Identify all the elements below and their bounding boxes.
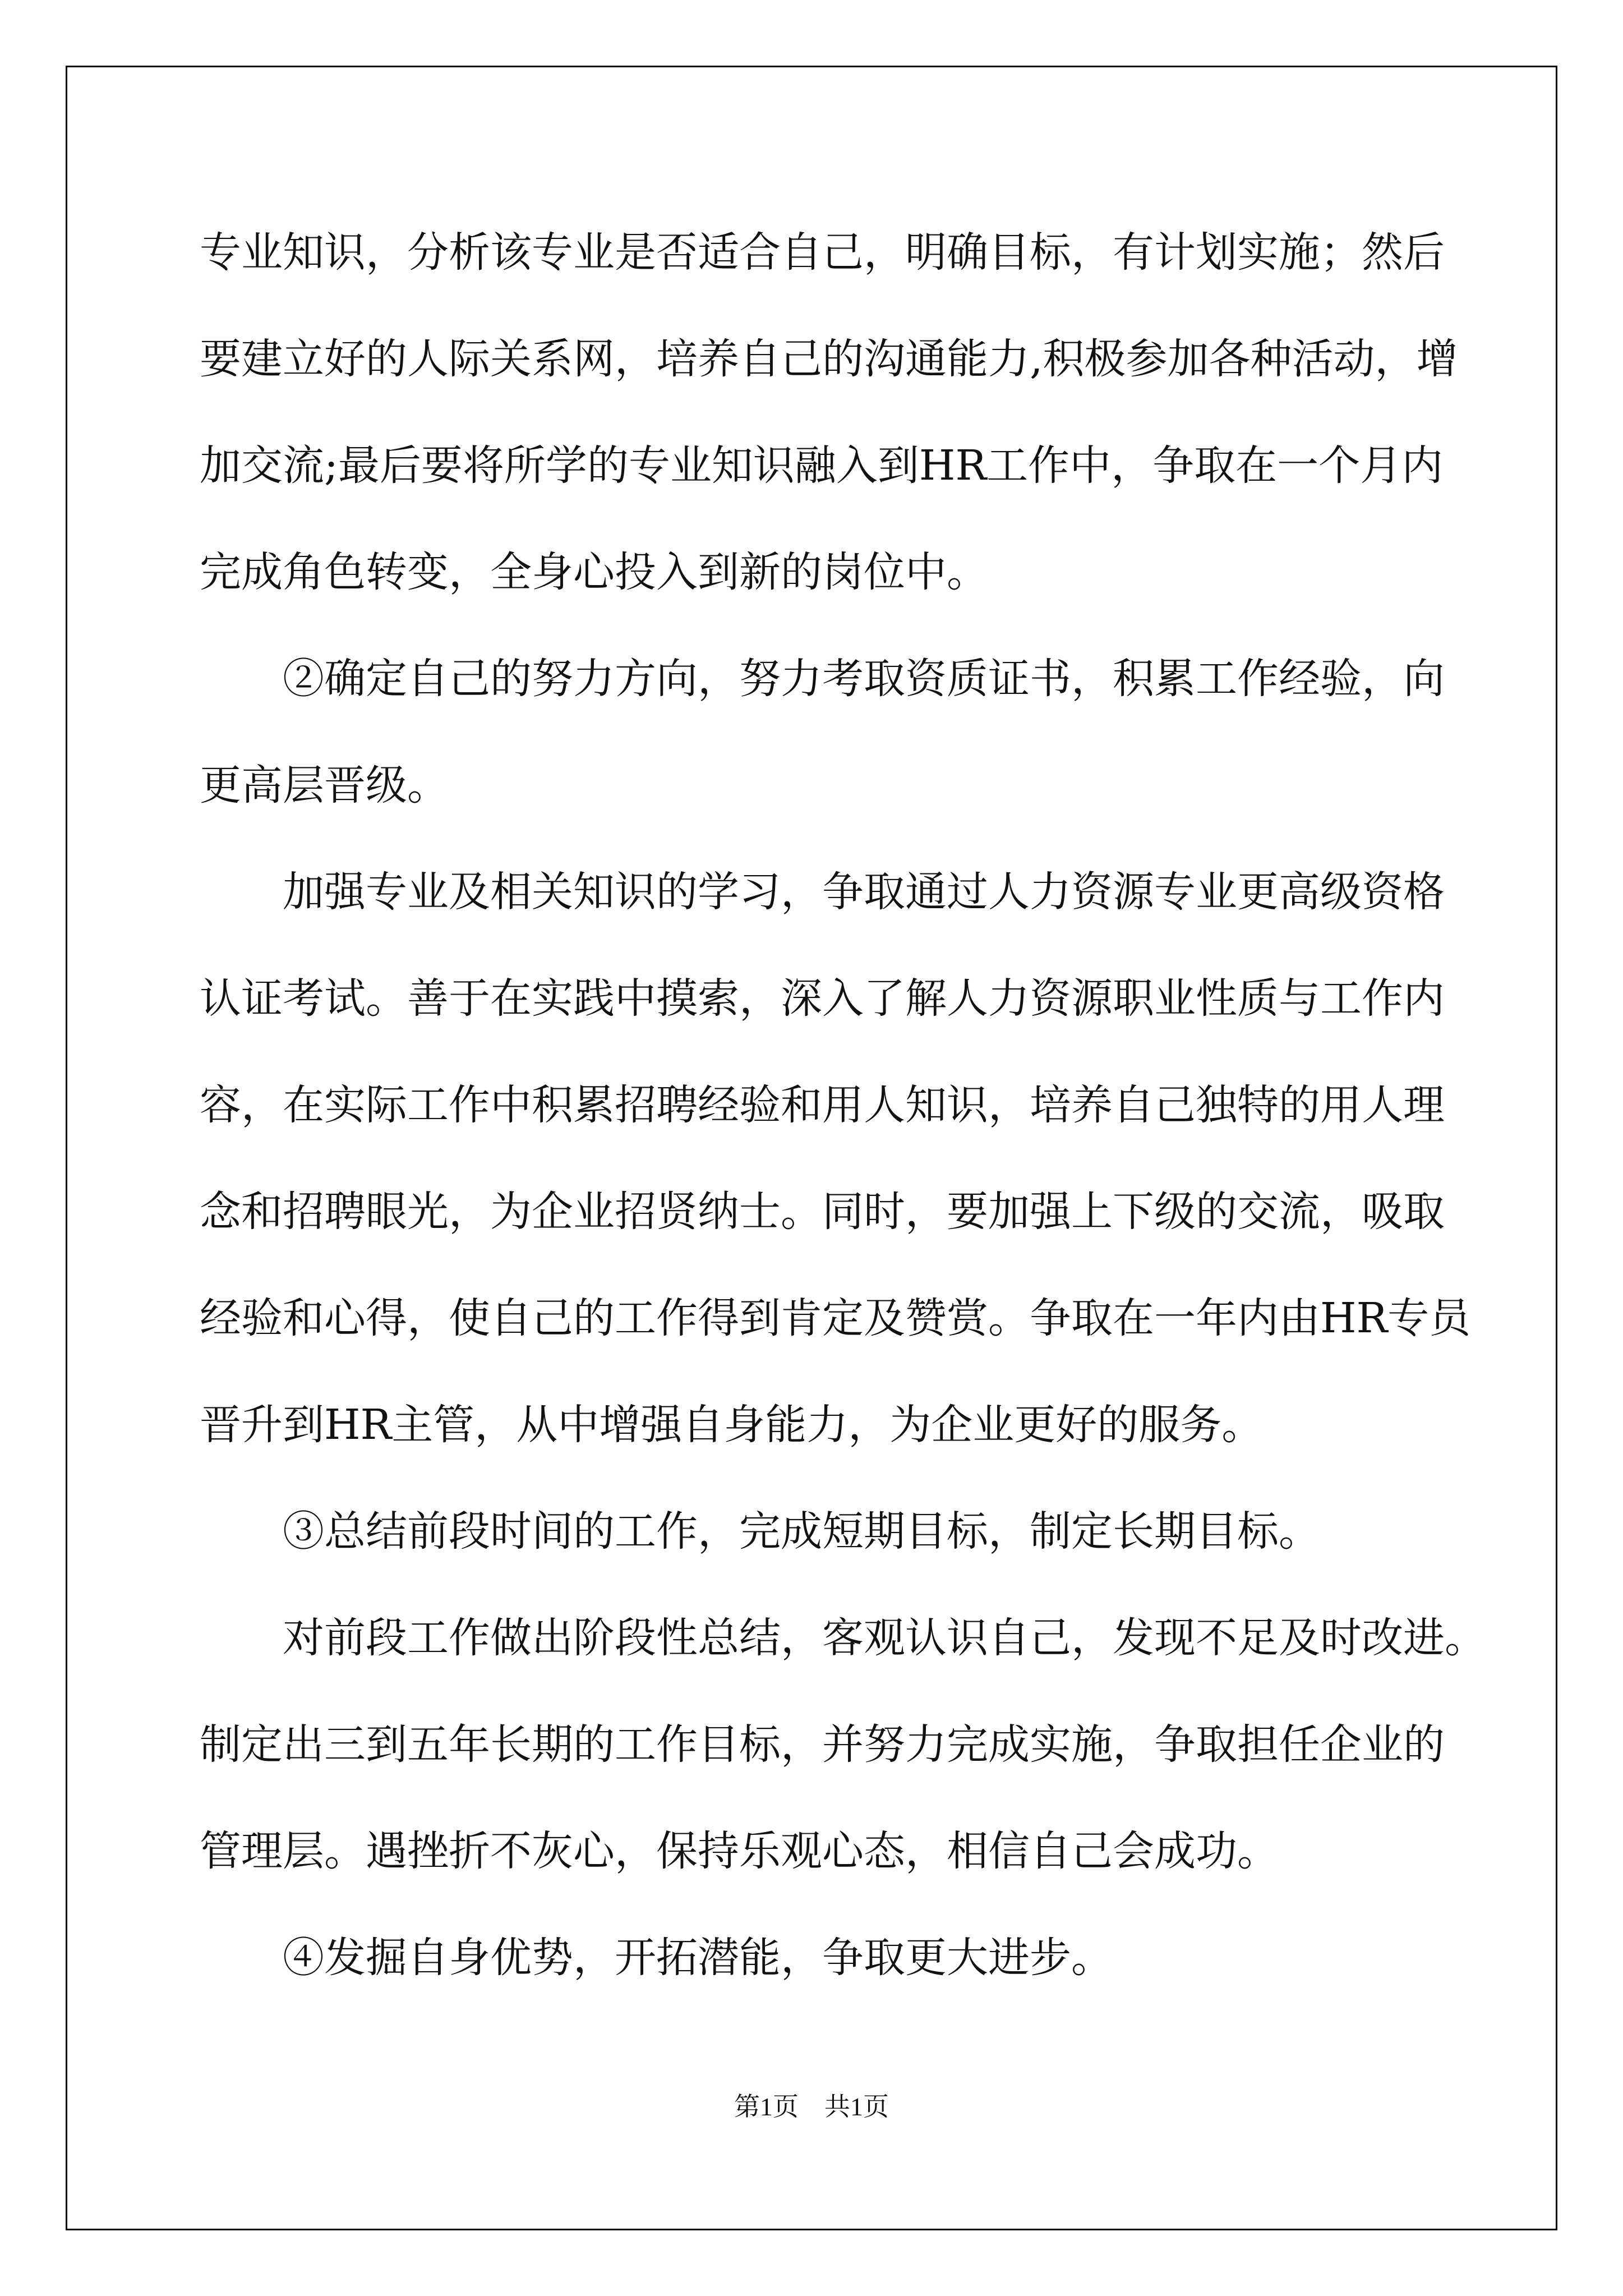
text-line-11: 经验和心得，使自己的工作得到肯定及赞赏。争取在一年内由HR专员 xyxy=(200,1294,1471,1342)
text-line-10: 念和招聘眼光，为企业招贤纳士。同时，要加强上下级的交流，吸取 xyxy=(200,1188,1445,1236)
text-line-12: 晋升到HR主管，从中增强自身能力，为企业更好的服务。 xyxy=(200,1401,1264,1449)
text-line-3: 加交流;最后要将所学的专业知识融入到HR工作中，争取在一个月内 xyxy=(200,441,1444,490)
text-line-15: 制定出三到五年长期的工作目标，并努力完成实施，争取担任企业的 xyxy=(200,1720,1445,1769)
text-line-2: 要建立好的人际关系网，培养自己的沟通能力,积极参加各种活动，增 xyxy=(200,335,1458,383)
text-line-14: 对前段工作做出阶段性总结，客观认识自己，发现不足及时改进。 xyxy=(283,1614,1486,1662)
text-line-16: 管理层。遇挫折不灰心，保持乐观心态，相信自己会成功。 xyxy=(200,1827,1279,1875)
text-line-6: 更高层晋级。 xyxy=(200,761,449,809)
text-line-5: ②确定自己的努力方向，努力考取资质证书，积累工作经验，向 xyxy=(283,655,1445,703)
text-line-17: ④发掘自身优势，开拓潜能，争取更大进步。 xyxy=(283,1934,1113,1982)
text-line-13: ③总结前段时间的工作，完成短期目标，制定长期目标。 xyxy=(283,1507,1320,1556)
page-number-footer: 第1页 共1页 xyxy=(734,2092,889,2121)
text-line-4: 完成角色转变，全身心投入到新的岗位中。 xyxy=(200,548,988,596)
text-line-7: 加强专业及相关知识的学习，争取通过人力资源专业更高级资格 xyxy=(283,868,1445,916)
text-line-8: 认证考试。善于在实践中摸索，深入了解人力资源职业性质与工作内 xyxy=(200,974,1445,1023)
text-line-1: 专业知识，分析该专业是否适合自己，明确目标，有计划实施；然后 xyxy=(200,228,1445,277)
text-line-9: 容，在实际工作中积累招聘经验和用人知识，培养自己独特的用人理 xyxy=(200,1081,1445,1129)
page-border xyxy=(66,66,1557,2230)
